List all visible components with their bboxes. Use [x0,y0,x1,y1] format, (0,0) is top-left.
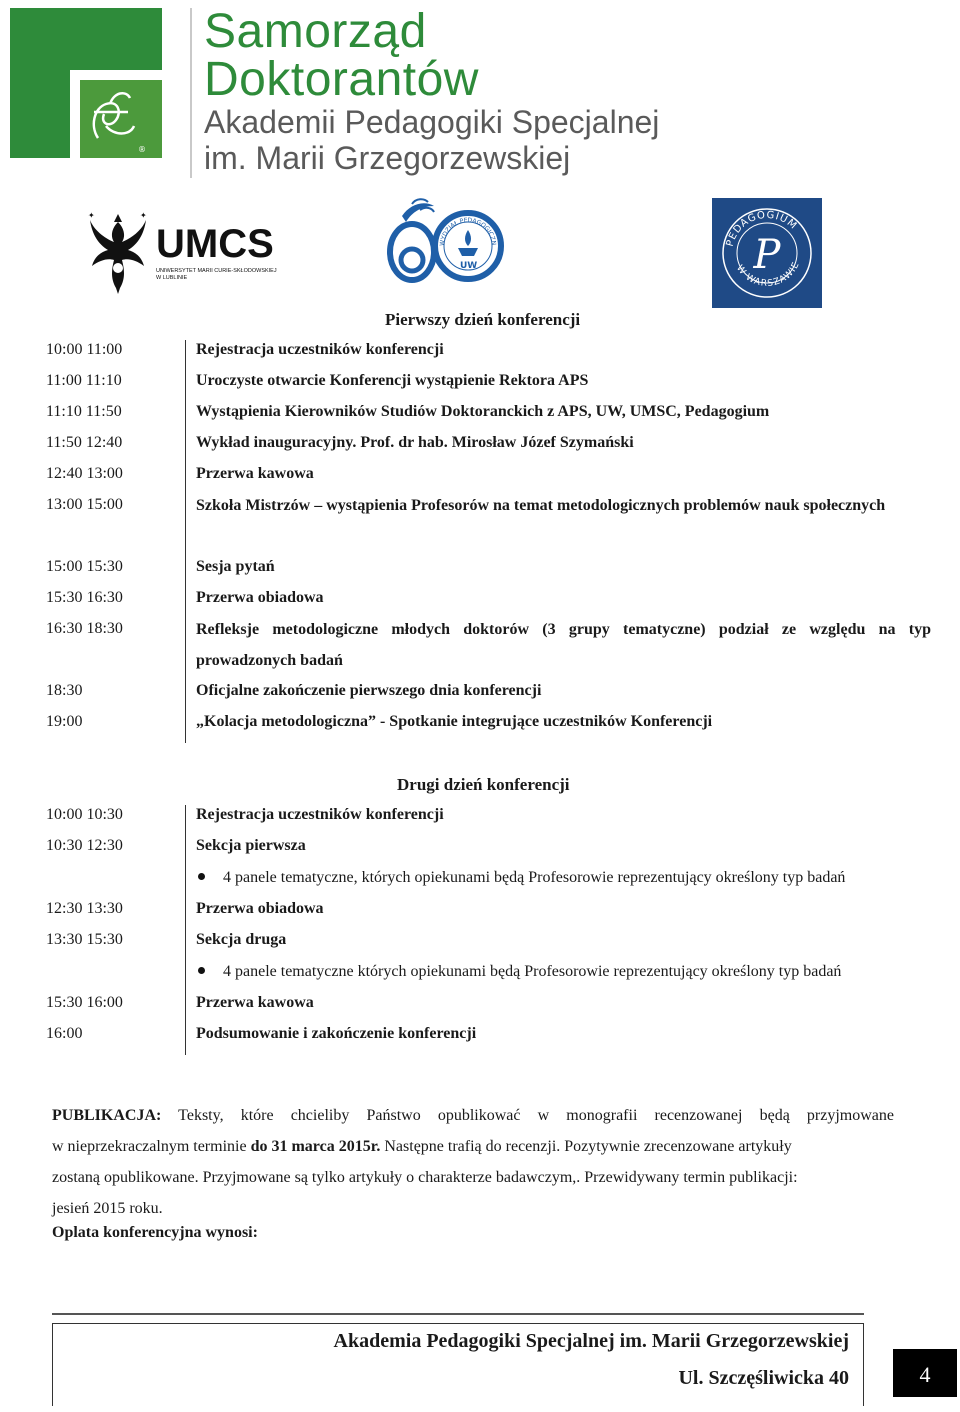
row-time: 18:30 [46,682,83,699]
row-activity: Sekcja druga [196,931,287,948]
row-time: 16:00 [46,1025,83,1042]
day2-title: Drugi dzień konferencji [397,775,570,794]
svg-text:W WARSZAWIE: W WARSZAWIE [734,260,802,289]
row-activity: Przerwa obiadowa [196,900,324,917]
logo-divider [190,8,192,178]
logo-wordmark [204,5,660,176]
logo-subtitle-line2: im. Marii Grzegorzewskiej [204,140,571,176]
publication-text2a: w nieprzekraczalnym terminie [52,1138,251,1155]
pedagogium-seal-icon [712,198,822,308]
umcs-subtitle-line2: W LUBLINIE [156,275,188,281]
row-activity: Przerwa obiadowa [196,589,324,606]
row-time: 13:00 15:00 [46,496,123,513]
row-time: 19:00 [46,713,83,730]
page-number: 4 [893,1349,957,1397]
row-activity: Sekcja pierwsza [196,837,306,854]
row-activity: Sesja pytań [196,558,275,575]
umcs-subtitle [156,268,277,282]
row-activity: Podsumowanie i zakończenie konferencji [196,1025,477,1042]
row-time: 10:00 11:00 [46,341,123,358]
footer-address: Ul. Szczęśliwicka 40 [678,1367,849,1389]
footer [52,1323,864,1406]
uw-60-anniversary-icon [382,196,507,288]
list-item [196,869,845,887]
umcs-wordmark: UMCS [156,222,274,266]
umcs-logo [86,208,277,298]
samorzad-logo [10,5,710,178]
publication-line4: jesień 2015 roku. [52,1200,163,1217]
footer-rule [52,1313,864,1315]
svg-text:PEDAGOGIUM: PEDAGOGIUM [724,209,799,248]
row-time: 15:30 16:00 [46,994,123,1011]
publication-paragraph [52,1100,894,1224]
row-activity: Wykład inauguracyjny. Prof. dr hab. Mirosław Józef Szymański [196,434,634,451]
bullet-text: 4 panele tematyczne, których opiekunami będą Profesorowie reprezentujący określony typ badań [223,869,846,886]
footer-institution: Akademia Pedagogiki Specjalnej im. Marii Grzegorzewskiej [333,1330,849,1352]
row-time: 16:30 18:30 [46,620,123,637]
uw-pedagogy-logo [382,196,507,288]
row-activity: Szkoła Mistrzów – wystąpienia Profesorów na temat metodologicznych problemów nauk społecznych [196,497,886,514]
bullet-icon [198,873,205,880]
list-item [196,963,841,981]
umcs-eagle-icon [86,208,150,298]
bullet-text: 4 panele tematyczne których opiekunami będą Profesorowie reprezentujący określony typ badań [223,963,842,980]
svg-text:UW: UW [460,261,478,271]
publication-deadline: do 31 marca 2015r. [250,1138,381,1155]
logo-title-line2: Doktorantów [204,53,479,106]
row-time: 11:10 11:50 [46,403,122,420]
row-activity: Refleksje metodologiczne młodych doktorów (3 grupy tematyczne) podział ze względu na typ prowadzonych badań [196,621,931,669]
row-activity: Uroczyste otwarcie Konferencji wystąpienie Rektora APS [196,372,589,389]
publication-label: PUBLIKACJA: [52,1107,162,1124]
row-time: 12:30 13:30 [46,900,123,917]
svg-text:P: P [753,232,781,278]
row-time: 15:30 16:30 [46,589,123,606]
row-time: 15:00 15:30 [46,558,123,575]
svg-text:WYDZIAŁ PEDAGOGICZNY: WYDZIAŁ PEDAGOGICZN [438,216,498,247]
row-activity: Przerwa kawowa [196,994,314,1011]
row-activity: Oficjalne zakończenie pierwszego dnia konferencji [196,682,542,699]
publication-line3: zostaną opublikowane. Przyjmowane są tylko artykuły o charakterze badawczym,. Przewidywany termin publikacji: [52,1169,798,1186]
bullet-icon [198,967,205,974]
conference-fee-label: Oplata konferencyjna wynosi: [52,1224,258,1241]
row-time: 10:00 10:30 [46,806,123,823]
svg-text:✦: ✦ [88,211,95,220]
row-activity: Przerwa kawowa [196,465,314,482]
publication-line2 [52,1131,894,1162]
publication-line1 [52,1100,894,1131]
row-time: 11:50 12:40 [46,434,123,451]
publication-text2b: Następne trafią do recenzji. Pozytywnie zrecenzowane artykuły [380,1138,792,1155]
umcs-subtitle-line1: UNIWERSYTET MARII CURIE-SKŁODOWSKIEJ [156,268,277,274]
day1-divider [185,340,186,743]
row-activity: Rejestracja uczestników konferencji [196,806,444,823]
day2-divider [185,805,186,1055]
row-time: 10:30 12:30 [46,837,123,854]
svg-text:✦: ✦ [140,211,147,220]
row-time: 11:00 11:10 [46,372,122,389]
row-time: 12:40 13:00 [46,465,123,482]
logo-title-line1: Samorząd [204,5,427,58]
row-activity: Rejestracja uczestników konferencji [196,341,444,358]
day1-title: Pierwszy dzień konferencji [385,310,581,329]
pedagogium-logo [712,198,822,308]
row-activity: „Kolacja metodologiczna” - Spotkanie integrujące uczestników Konferencji [196,713,713,730]
svg-text:®: ® [138,145,146,154]
row-time: 13:30 15:30 [46,931,123,948]
publication-text1: Teksty, które chcieliby Państwo opublikować w monografii recenzowanej będą przyjmowane [161,1107,894,1124]
samorzad-emblem-icon [10,8,162,158]
logo-subtitle-line1: Akademii Pedagogiki Specjalnej [204,104,660,140]
row-activity: Wystąpienia Kierowników Studiów Doktoranckich z APS, UW, UMSC, Pedagogium [196,403,770,420]
